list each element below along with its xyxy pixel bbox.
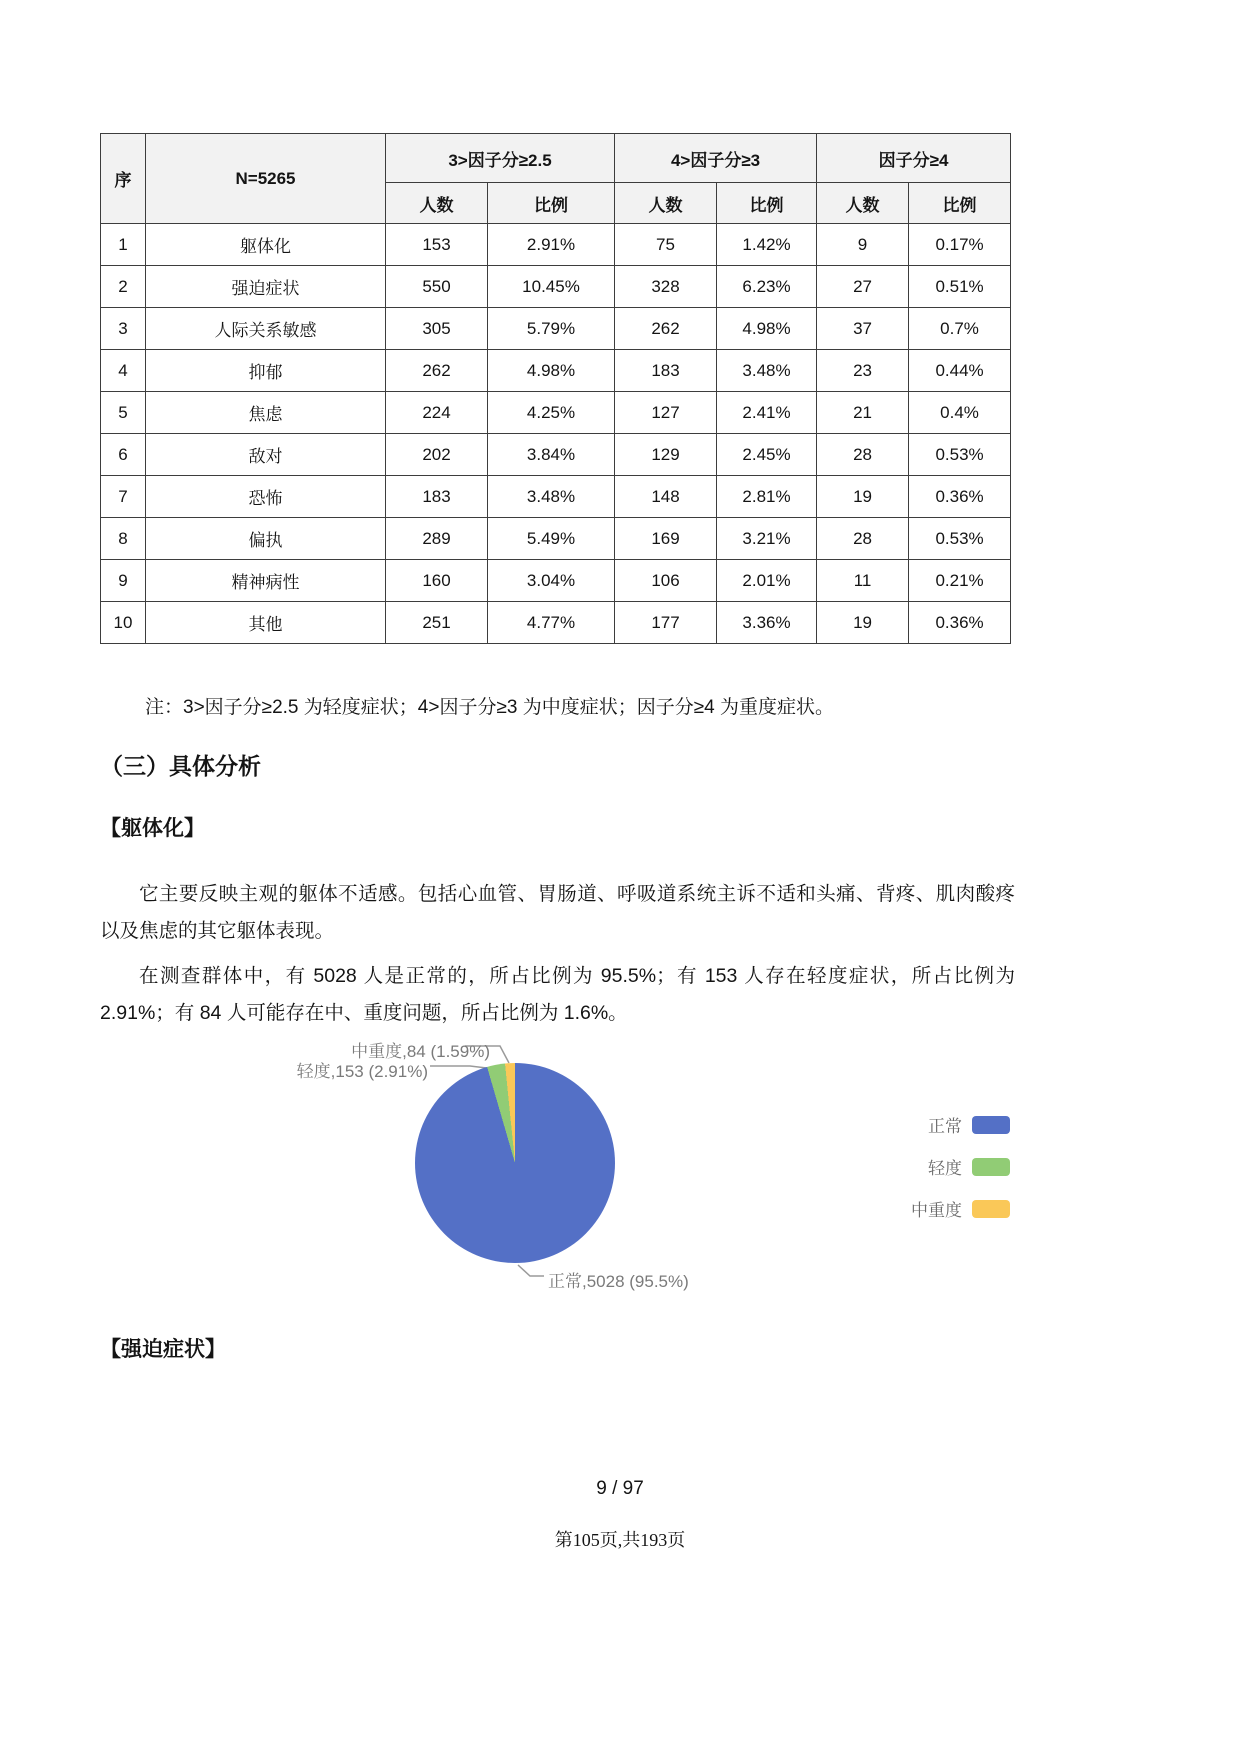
ocd-heading: 【强迫症状】 bbox=[100, 1338, 226, 1361]
table-cell: 11 bbox=[817, 560, 909, 602]
table-cell: 129 bbox=[615, 434, 717, 476]
table-cell: 23 bbox=[817, 350, 909, 392]
table-cell: 4.98% bbox=[488, 350, 615, 392]
table-cell: 人际关系敏感 bbox=[146, 308, 386, 350]
document-footer: 第105页,共193页 bbox=[554, 1530, 686, 1550]
header-count: 人数 bbox=[817, 183, 909, 224]
table-cell: 21 bbox=[817, 392, 909, 434]
table-cell: 6.23% bbox=[717, 266, 817, 308]
table-cell: 4.98% bbox=[717, 308, 817, 350]
table-cell: 2.41% bbox=[717, 392, 817, 434]
table-cell: 2.81% bbox=[717, 476, 817, 518]
table-cell: 0.36% bbox=[909, 476, 1011, 518]
factor-score-table bbox=[100, 133, 1011, 644]
table-cell: 焦虑 bbox=[146, 392, 386, 434]
section-heading: （三）具体分析 bbox=[100, 753, 261, 779]
table-cell: 5.49% bbox=[488, 518, 615, 560]
table-cell: 9 bbox=[101, 560, 146, 602]
table-cell: 6 bbox=[101, 434, 146, 476]
header-group-moderate: 4>因子分≥3 bbox=[615, 134, 817, 183]
table-cell: 5.79% bbox=[488, 308, 615, 350]
table-cell: 2.91% bbox=[488, 224, 615, 266]
chart-legend bbox=[911, 1112, 1010, 1221]
header-count: 人数 bbox=[615, 183, 717, 224]
legend-item-normal bbox=[928, 1112, 1010, 1137]
table-cell: 153 bbox=[386, 224, 488, 266]
table-cell: 127 bbox=[615, 392, 717, 434]
table-row bbox=[101, 392, 1011, 434]
table-cell: 0.7% bbox=[909, 308, 1011, 350]
header-group-mild: 3>因子分≥2.5 bbox=[386, 134, 615, 183]
table-cell: 169 bbox=[615, 518, 717, 560]
table-cell: 224 bbox=[386, 392, 488, 434]
table-header-row bbox=[101, 134, 1011, 183]
table-row bbox=[101, 350, 1011, 392]
table-cell: 160 bbox=[386, 560, 488, 602]
table-cell: 2.01% bbox=[717, 560, 817, 602]
table-cell: 3.48% bbox=[717, 350, 817, 392]
table-cell: 其他 bbox=[146, 602, 386, 644]
pie-chart-container bbox=[0, 1030, 1240, 1300]
table-cell: 2.45% bbox=[717, 434, 817, 476]
table-row bbox=[101, 476, 1011, 518]
table-cell: 19 bbox=[817, 476, 909, 518]
table-cell: 4 bbox=[101, 350, 146, 392]
legend-swatch bbox=[972, 1158, 1010, 1176]
table-row bbox=[101, 518, 1011, 560]
table-cell: 强迫症状 bbox=[146, 266, 386, 308]
table-cell: 3.84% bbox=[488, 434, 615, 476]
table-cell: 恐怖 bbox=[146, 476, 386, 518]
table-note: 注：3>因子分≥2.5 为轻度症状；4>因子分≥3 为中度症状；因子分≥4 为重度症状。 bbox=[145, 697, 834, 718]
table-cell: 550 bbox=[386, 266, 488, 308]
table-cell: 202 bbox=[386, 434, 488, 476]
table-cell: 躯体化 bbox=[146, 224, 386, 266]
table-cell: 精神病性 bbox=[146, 560, 386, 602]
table-row bbox=[101, 560, 1011, 602]
pie-chart bbox=[415, 1063, 615, 1263]
table-cell: 183 bbox=[615, 350, 717, 392]
table-row bbox=[101, 308, 1011, 350]
table-cell: 3.04% bbox=[488, 560, 615, 602]
legend-label: 中重度 bbox=[911, 1201, 962, 1220]
table-row bbox=[101, 266, 1011, 308]
table-cell: 10.45% bbox=[488, 266, 615, 308]
legend-item-moderate-severe bbox=[911, 1196, 1010, 1221]
header-ratio: 比例 bbox=[488, 183, 615, 224]
table-cell: 177 bbox=[615, 602, 717, 644]
table-cell: 4.77% bbox=[488, 602, 615, 644]
table-cell: 3.48% bbox=[488, 476, 615, 518]
table-cell: 4.25% bbox=[488, 392, 615, 434]
header-seq: 序 bbox=[101, 134, 146, 224]
table-cell: 183 bbox=[386, 476, 488, 518]
table-row bbox=[101, 434, 1011, 476]
legend-swatch bbox=[972, 1200, 1010, 1218]
pie-label-mild: 轻度,153 (2.91%) bbox=[296, 1062, 428, 1081]
somatization-description: 它主要反映主观的躯体不适感。包括心血管、胃肠道、呼吸道系统主诉不适和头痛、背疼、肌肉酸疼以及焦虑的其它躯体表现。 bbox=[100, 882, 1015, 942]
table-cell: 1 bbox=[101, 224, 146, 266]
table-cell: 19 bbox=[817, 602, 909, 644]
table-cell: 28 bbox=[817, 518, 909, 560]
legend-swatch bbox=[972, 1116, 1010, 1134]
table-cell: 262 bbox=[386, 350, 488, 392]
table-cell: 289 bbox=[386, 518, 488, 560]
table-cell: 3.36% bbox=[717, 602, 817, 644]
table-cell: 敌对 bbox=[146, 434, 386, 476]
table-cell: 0.51% bbox=[909, 266, 1011, 308]
table-cell: 251 bbox=[386, 602, 488, 644]
header-group-severe: 因子分≥4 bbox=[817, 134, 1011, 183]
somatization-heading: 【躯体化】 bbox=[100, 817, 205, 840]
table-cell: 8 bbox=[101, 518, 146, 560]
table-cell: 305 bbox=[386, 308, 488, 350]
header-n: N=5265 bbox=[146, 134, 386, 224]
table-row bbox=[101, 224, 1011, 266]
pie-label-normal: 正常,5028 (95.5%) bbox=[548, 1272, 689, 1291]
table-cell: 0.44% bbox=[909, 350, 1011, 392]
legend-label: 轻度 bbox=[928, 1159, 962, 1178]
table-cell: 偏执 bbox=[146, 518, 386, 560]
table-cell: 5 bbox=[101, 392, 146, 434]
table-cell: 0.4% bbox=[909, 392, 1011, 434]
table-cell: 0.53% bbox=[909, 518, 1011, 560]
table-cell: 37 bbox=[817, 308, 909, 350]
pie-label-moderate-severe: 中重度,84 (1.59%) bbox=[351, 1042, 490, 1061]
somatization-statistics: 在测查群体中，有 5028 人是正常的，所占比例为 95.5%；有 153 人存在轻度症状，所占比例为 2.91%；有 84 人可能存在中、重度问题，所占比例为 1.6%。 bbox=[100, 964, 1015, 1024]
table-cell: 328 bbox=[615, 266, 717, 308]
table-cell: 3 bbox=[101, 308, 146, 350]
table-row bbox=[101, 602, 1011, 644]
table-cell: 28 bbox=[817, 434, 909, 476]
table-cell: 0.36% bbox=[909, 602, 1011, 644]
page-indicator: 9 / 97 bbox=[596, 1478, 644, 1499]
table-cell: 2 bbox=[101, 266, 146, 308]
header-ratio: 比例 bbox=[717, 183, 817, 224]
table-cell: 27 bbox=[817, 266, 909, 308]
table-cell: 0.53% bbox=[909, 434, 1011, 476]
table-cell: 148 bbox=[615, 476, 717, 518]
table-cell: 1.42% bbox=[717, 224, 817, 266]
legend-label: 正常 bbox=[928, 1117, 962, 1136]
table-cell: 7 bbox=[101, 476, 146, 518]
table-cell: 0.17% bbox=[909, 224, 1011, 266]
legend-item-mild bbox=[928, 1154, 1010, 1179]
table-cell: 0.21% bbox=[909, 560, 1011, 602]
table-cell: 抑郁 bbox=[146, 350, 386, 392]
table-cell: 75 bbox=[615, 224, 717, 266]
header-ratio: 比例 bbox=[909, 183, 1011, 224]
table-cell: 9 bbox=[817, 224, 909, 266]
table-cell: 106 bbox=[615, 560, 717, 602]
header-count: 人数 bbox=[386, 183, 488, 224]
table-cell: 10 bbox=[101, 602, 146, 644]
table-cell: 262 bbox=[615, 308, 717, 350]
table-cell: 3.21% bbox=[717, 518, 817, 560]
callout-lines bbox=[0, 1030, 1240, 1300]
